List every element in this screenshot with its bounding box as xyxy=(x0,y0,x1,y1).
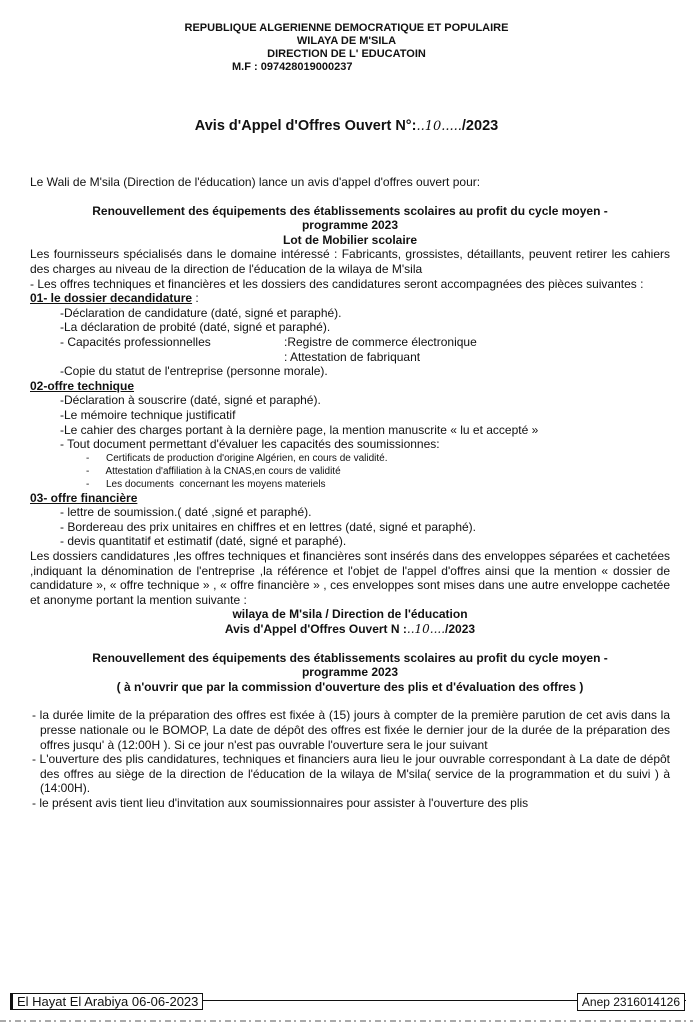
section-candidature-title: 01- le dossier decandidature xyxy=(30,291,193,306)
mention-line2 xyxy=(30,622,670,637)
paragraph-envelopes: Les dossiers candidatures ,les offres techniques et financières sont insérés dans des enveloppes séparées et cachetées ,indiquant la dénomination de l'entreprise ,la référence et l'objet de l'appel d'offres ainsi que la mention « dossier de candidature », « offre technique » , « offre financière » , ces enveloppes sont mises dans une autre enveloppe cachetée et anonyme portant la mention suivante : xyxy=(30,549,670,607)
section-technical-title: 02-offre technique xyxy=(30,378,135,393)
financial-item: - devis quantitatif et estimatif (daté, signé et paraphé). xyxy=(60,534,347,549)
final-item: - la durée limite de la préparation des offres est fixée à (15) jours à compter de la première parution de cet avis dans la presse nationale ou le BOMOP, La date de dépôt des offres est fixée le dernier jour de la durée de la préparation des offres jusqu' à (12:00H ). Si ce jour n'est pas ouvrable l'ouverture sera le jour suivant xyxy=(32,708,670,752)
technical-item: - Tout document permettant d'évaluer les capacités des soumissionnes: xyxy=(60,437,440,452)
notice-body xyxy=(30,175,670,811)
object2-line1: Renouvellement des équipements des établissements scolaires au profit du cycle moyen - xyxy=(92,650,608,665)
object-block-2 xyxy=(30,651,670,695)
footer-newspaper: El Hayat El Arabiya 06-06-2023 xyxy=(10,993,203,1010)
mention-line1: wilaya de M'sila / Direction de l'éducation xyxy=(232,607,468,622)
object2-line3: ( à n'ouvrir que par la commission d'ouverture des plis et d'évaluation des offres ) xyxy=(116,679,584,694)
header-direction: DIRECTION DE L' EDUCATOIN xyxy=(267,48,426,60)
final-item: - L'ouverture des plis candidatures, techniques et financiers aura lieu le jour ouvrable correspondant à La date de dépôt des offres au siège de la direction de l'éducation de la wilaya de M'sila( service de la programmation et du suivi ) à (14:00H). xyxy=(32,752,670,796)
paragraph-suppliers: Les fournisseurs spécialisés dans le domaine intéressé : Fabricants, grossistes, détaillants, peuvent retirer les cahiers des charges au niveau de la direction de l'éducation de la wilaya de M'sila xyxy=(30,247,670,276)
object-line1: Renouvellement des équipements des établissements scolaires au profit du cycle moyen - xyxy=(92,203,608,218)
letterhead xyxy=(0,22,693,74)
header-republic: REPUBLIQUE ALGERIENNE DEMOCRATIQUE ET POPULAIRE xyxy=(184,22,509,34)
capacities-row xyxy=(30,335,670,350)
header-wilaya: WILAYA DE M'SILA xyxy=(296,35,397,47)
object-line2: programme 2023 xyxy=(301,218,399,233)
mention-suffix: /2023 xyxy=(445,622,476,637)
capacities-attestation: : Attestation de fabriquant xyxy=(284,349,421,364)
intro-text: Le Wali de M'sila (Direction de l'éducation) lance un avis d'appel d'offres ouvert pour: xyxy=(30,175,481,189)
title-number: ..10..... xyxy=(416,119,462,134)
mention-prefix: Avis d'Appel d'Offres Ouvert N : xyxy=(224,622,407,637)
notice-title xyxy=(0,118,693,134)
final-item: - le présent avis tient lieu d'invitation aux soumissionnaires pour assister à l'ouverture des plis xyxy=(32,795,529,810)
section-financial xyxy=(30,491,670,549)
object-lot: Lot de Mobilier scolaire xyxy=(282,232,418,247)
technical-item: -Le cahier des charges portant à la dernière page, la mention manuscrite « lu et accepté » xyxy=(60,422,539,437)
technical-subitem: - Les documents concernant les moyens materiels xyxy=(86,478,326,490)
candidature-item: -La déclaration de probité (daté, signé et paraphé). xyxy=(60,320,331,335)
section-colon: : xyxy=(192,291,199,306)
candidature-copy: -Copie du statut de l'entreprise (personne morale). xyxy=(60,364,328,379)
envelope-mention xyxy=(30,607,670,636)
section-financial-title: 03- offre financière xyxy=(30,490,138,505)
technical-item: -Déclaration à souscrire (daté, signé et paraphé). xyxy=(60,393,321,408)
technical-subitem: - Certificats de production d'origine Algérien, en cours de validité. xyxy=(86,452,388,464)
financial-item: - lettre de soumission.( daté ,signé et paraphé). xyxy=(60,505,312,520)
financial-item: - Bordereau des prix unitaires en chiffres et en lettres (daté, signé et paraphé). xyxy=(60,519,477,534)
final-conditions xyxy=(30,708,670,810)
object2-line2: programme 2023 xyxy=(301,665,399,680)
mention-number: ..10.... xyxy=(406,622,446,637)
capacities-register: :Registre de commerce électronique xyxy=(284,334,477,349)
candidature-item: -Déclaration de candidature (daté, signé et paraphé). xyxy=(60,305,342,320)
capacities-label: - Capacités professionnelles xyxy=(60,334,211,349)
section-candidature xyxy=(30,291,670,379)
paragraph-offers: - Les offres techniques et financières et les dossiers des candidatures seront accompagnées des pièces suivantes : xyxy=(30,276,644,291)
title-suffix: /2023 xyxy=(461,118,499,134)
technical-item: -Le mémoire technique justificatif xyxy=(60,407,236,422)
section-technical xyxy=(30,379,670,491)
scan-noise-strip xyxy=(0,1018,693,1024)
technical-subitem: - Attestation d'affiliation à la CNAS,en cours de validité xyxy=(86,465,341,477)
object-block xyxy=(30,204,670,248)
header-mf: M.F : 097428019000237 xyxy=(232,61,353,73)
title-prefix: Avis d'Appel d'Offres Ouvert N°: xyxy=(194,118,417,134)
footer-anep: Anep 2316014126 xyxy=(577,993,685,1011)
